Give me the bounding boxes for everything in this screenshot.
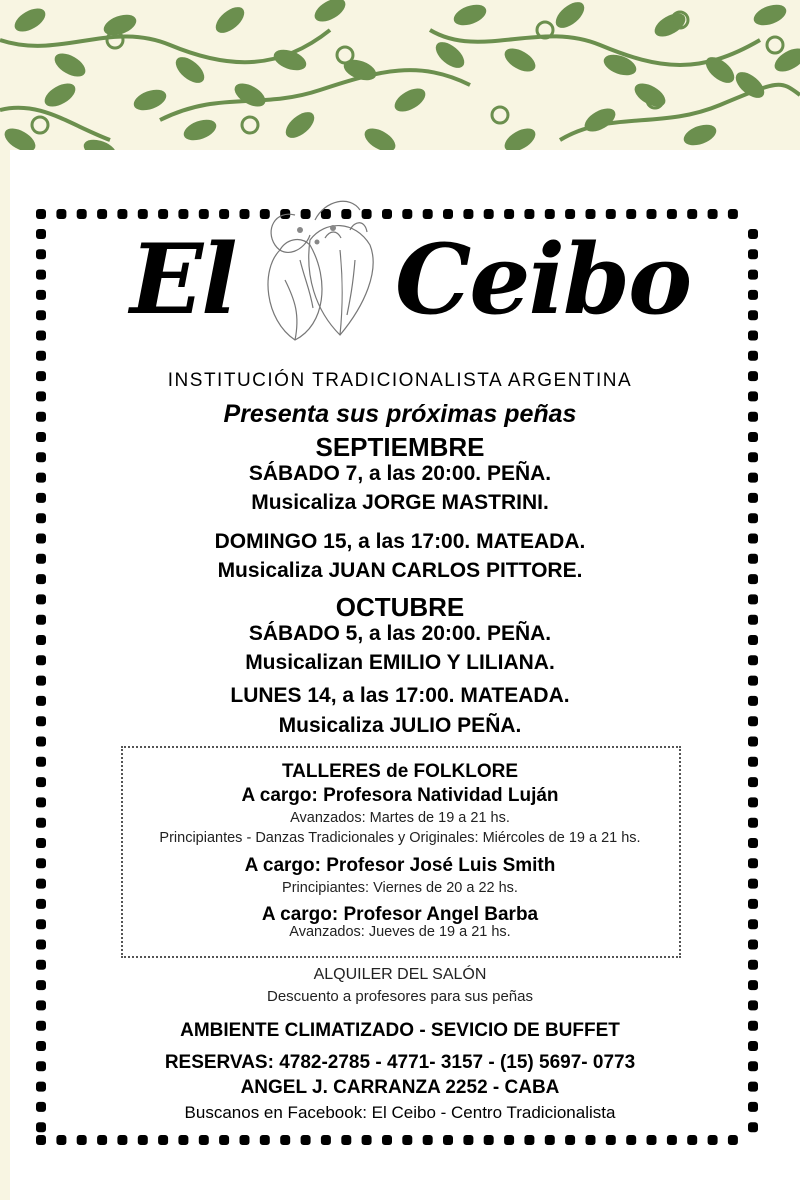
- sept-event2-line1: DOMINGO 15, a las 17:00. MATEADA.: [214, 530, 586, 553]
- talleres-title: TALLERES de FOLKLORE: [281, 761, 519, 782]
- teacher2-name: A cargo: Profesor José Luis Smith: [244, 855, 556, 876]
- left-margin-strip: [0, 150, 10, 1200]
- teacher2-schedule1: Principiantes: Viernes de 20 a 22 hs.: [282, 880, 518, 896]
- reservas-line: RESERVAS: 4782-2785 - 4771- 3157 - (15) 5697- 0773: [164, 1052, 636, 1073]
- sept-event1-line1: SÁBADO 7, a las 20:00. PEÑA.: [248, 462, 552, 485]
- sept-event2-line2: Musicaliza JUAN CARLOS PITTORE.: [217, 559, 583, 582]
- teacher3-schedule1: Avanzados: Jueves de 19 a 21 hs.: [289, 924, 511, 940]
- oct-event2-line1: LUNES 14, a las 17:00. MATEADA.: [230, 684, 570, 707]
- subtitle: INSTITUCIÓN TRADICIONALISTA ARGENTINA: [167, 370, 633, 391]
- month-october: OCTUBRE: [335, 592, 465, 622]
- sept-event1-line2: Musicaliza JORGE MASTRINI.: [251, 491, 549, 514]
- teacher3-name: A cargo: Profesor Angel Barba: [261, 904, 539, 925]
- teacher1-schedule2: Principiantes - Danzas Tradicionales y Originales: Miércoles de 19 a 21 hs.: [159, 830, 641, 846]
- alquiler-text: Descuento a profesores para sus peñas: [267, 988, 533, 1005]
- logo-word-ceibo: Ceibo: [395, 223, 691, 336]
- logo-word-el: El: [130, 223, 236, 336]
- alquiler-title: ALQUILER DEL SALÓN: [313, 966, 487, 983]
- ceibo-flower-icon: [255, 190, 395, 350]
- address-line: ANGEL J. CARRANZA 2252 - CABA: [240, 1077, 560, 1098]
- vine-leaves-band: [0, 0, 800, 160]
- oct-event1-line2: Musicalizan EMILIO Y LILIANA.: [245, 651, 555, 674]
- ambiente-line: AMBIENTE CLIMATIZADO - SEVICIO DE BUFFET: [180, 1020, 620, 1041]
- oct-event1-line1: SÁBADO 5, a las 20:00. PEÑA.: [248, 622, 552, 645]
- presenta-heading: Presenta sus próximas peñas: [223, 400, 577, 428]
- oct-event2-line2: Musicaliza JULIO PEÑA.: [278, 714, 522, 737]
- teacher1-schedule1: Avanzados: Martes de 19 a 21 hs.: [290, 810, 510, 826]
- facebook-line: Buscanos en Facebook: El Ceibo - Centro Tradicionalista: [184, 1103, 616, 1122]
- teacher1-name: A cargo: Profesora Natividad Luján: [241, 785, 559, 806]
- month-september: SEPTIEMBRE: [315, 432, 485, 462]
- vine-leaves-icon: [0, 0, 800, 160]
